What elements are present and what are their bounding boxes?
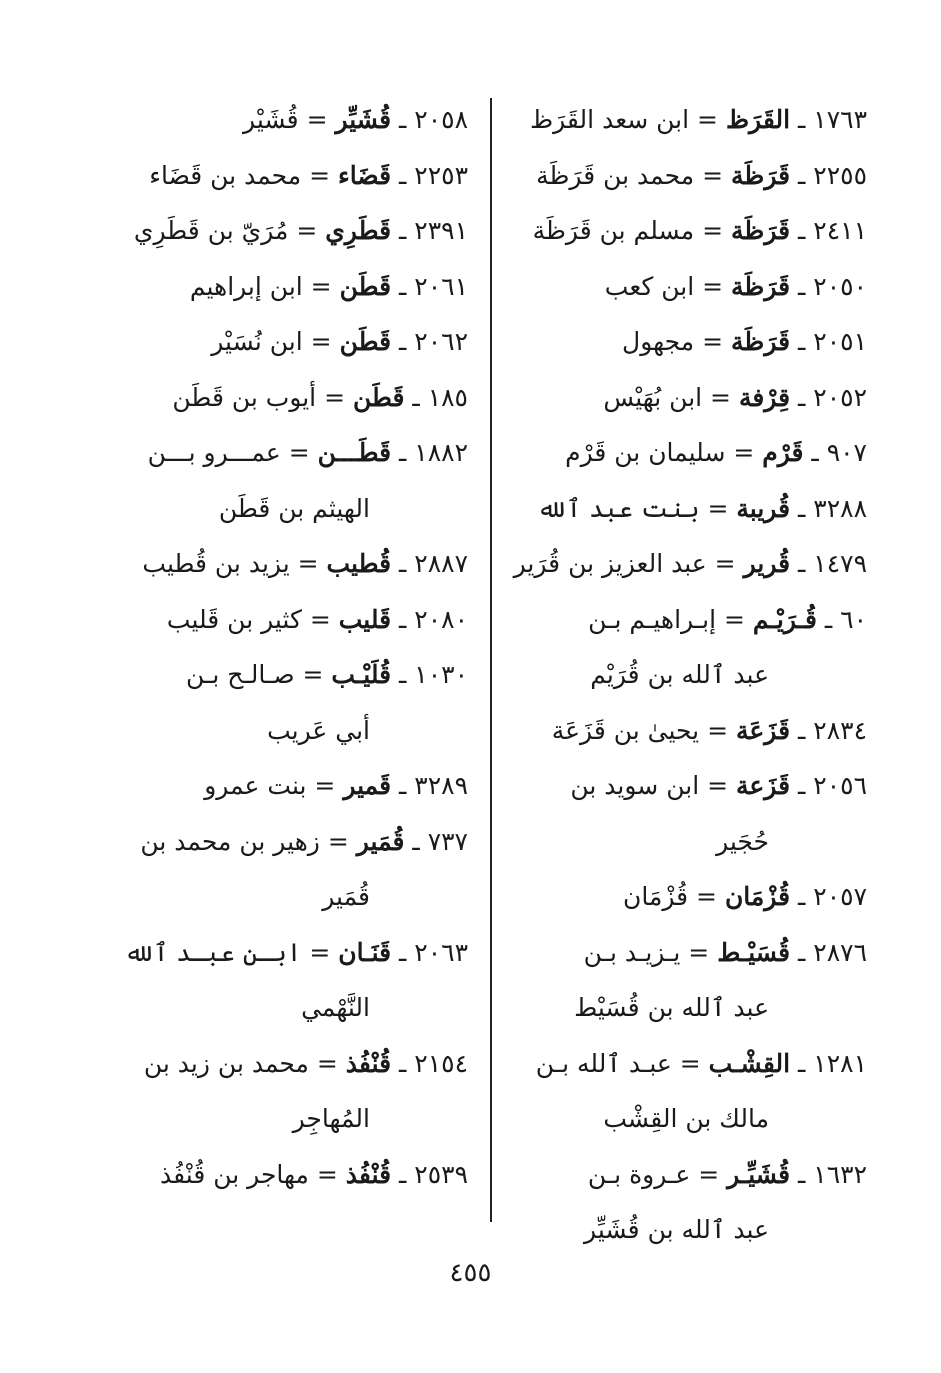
entry-description: محمد بن قَرَظَة bbox=[536, 160, 695, 190]
index-entry bbox=[112, 148, 468, 204]
entry-continuation: عبد ٱلله بن قُشَيِّر bbox=[584, 1215, 769, 1244]
index-entry bbox=[112, 814, 468, 870]
entry-name: قُشَيِّر bbox=[335, 105, 392, 134]
entry-equals: = bbox=[289, 549, 327, 578]
entry-equals: = bbox=[294, 660, 332, 689]
entry-equals: = bbox=[690, 1159, 728, 1189]
entry-equals: = bbox=[694, 327, 732, 356]
entry-continuation: عبد ٱلله بن قُسَيْط bbox=[574, 993, 769, 1022]
entry-description: كثير بن قَليب bbox=[166, 604, 302, 634]
entry-description: ابن كعب bbox=[604, 271, 695, 301]
entry-equals: = bbox=[716, 604, 753, 634]
entry-number: ١٨٥ bbox=[427, 382, 468, 412]
entry-description: مُرَيّ بن قَطَرِي bbox=[133, 216, 289, 245]
entry-description: ابـن عبـد ٱلله bbox=[124, 937, 302, 967]
entry-equals: = bbox=[301, 937, 339, 967]
entry-dash: ـ bbox=[790, 160, 814, 190]
entry-name: قُزْمَان bbox=[724, 882, 791, 911]
entry-equals: = bbox=[306, 771, 344, 800]
entry-description: عمـــرو بـــن bbox=[147, 438, 281, 467]
index-entry bbox=[112, 1036, 468, 1092]
entry-description: زهير بن محمد بن bbox=[140, 826, 320, 856]
entry-number: ١٠٣٠ bbox=[414, 660, 468, 689]
index-entry bbox=[112, 314, 468, 370]
entry-name: قُلَيْـب bbox=[331, 660, 392, 689]
entry-name: قَنَـان bbox=[338, 937, 392, 967]
entry-name: قُرير bbox=[743, 549, 791, 578]
entry-name: قُنْفُذ bbox=[345, 1159, 392, 1189]
entry-name: قَضَاء bbox=[338, 160, 392, 190]
entry-dash: ـ bbox=[790, 771, 814, 800]
entry-dash: ـ bbox=[404, 382, 428, 412]
entry-dash: ـ bbox=[790, 493, 814, 523]
entry-name: قَزَعَة bbox=[735, 715, 791, 745]
entry-equals: = bbox=[671, 1048, 709, 1078]
entry-dash: ـ bbox=[790, 382, 814, 412]
entry-dash: ـ bbox=[803, 438, 827, 467]
entry-continuation: مالك بن القِشْب bbox=[603, 1104, 769, 1133]
index-entry bbox=[515, 481, 867, 537]
index-entry bbox=[515, 869, 867, 925]
entry-number: ٢٠٥٠ bbox=[813, 271, 867, 301]
entry-number: ٦٠ bbox=[840, 604, 867, 634]
index-entry bbox=[515, 1147, 867, 1203]
entry-name: قَطَن bbox=[352, 382, 405, 412]
entry-description: عبد العزيز بن قُرَير bbox=[513, 549, 707, 578]
entry-description: بنت عبد ٱلله bbox=[537, 493, 700, 523]
entry-number: ٢١٥٤ bbox=[414, 1048, 468, 1078]
entry-name: قِرْفة bbox=[738, 382, 791, 412]
index-entry bbox=[515, 370, 867, 426]
entry-description: محمد بن قَضَاء bbox=[149, 160, 302, 190]
index-entry bbox=[112, 925, 468, 981]
entry-name: قَطَرِي bbox=[325, 216, 392, 245]
entry-equals: = bbox=[301, 160, 339, 190]
entry-number: ١٤٧٩ bbox=[813, 549, 867, 578]
entry-equals: = bbox=[706, 549, 744, 578]
entry-name: قَزَعة bbox=[735, 771, 791, 800]
entry-name: قَطَن bbox=[339, 271, 392, 301]
entry-description: محمد بن زيد بن bbox=[143, 1048, 309, 1078]
entry-dash: ـ bbox=[790, 937, 814, 967]
entry-dash: ـ bbox=[790, 327, 814, 356]
entry-name: قُشَيِّـر bbox=[727, 1159, 791, 1189]
right-column bbox=[515, 92, 867, 1258]
entry-dash: ـ bbox=[391, 771, 415, 800]
entry-number: ٢٣٩١ bbox=[414, 216, 468, 245]
entry-equals: = bbox=[699, 771, 736, 800]
entry-name: قُـرَيْـم bbox=[752, 604, 817, 634]
entry-number: ٢٢٥٣ bbox=[414, 160, 468, 190]
index-entry bbox=[515, 925, 867, 981]
entry-name: قَطَن bbox=[339, 327, 392, 356]
entry-name: قُطيب bbox=[326, 549, 392, 578]
entry-number: ٢٨٣٤ bbox=[813, 715, 867, 745]
entry-description: ابن نُسَيْر bbox=[211, 327, 303, 356]
entry-dash: ـ bbox=[391, 604, 415, 634]
entry-dash: ـ bbox=[790, 1159, 814, 1189]
entry-description: بنت عمرو bbox=[204, 771, 307, 800]
entry-description: عبـد ٱلله بـن bbox=[535, 1048, 672, 1078]
index-entry bbox=[515, 703, 867, 759]
index-entry bbox=[515, 203, 867, 259]
entry-description: مسلم بن قَرَظَة bbox=[532, 216, 695, 245]
entry-number: ١٢٨١ bbox=[813, 1048, 867, 1078]
index-entry bbox=[112, 536, 468, 592]
entry-dash: ـ bbox=[391, 1048, 415, 1078]
entry-continuation: أبي عَريب bbox=[267, 715, 370, 745]
index-entry bbox=[515, 92, 867, 148]
entry-name: قَرَظَة bbox=[731, 216, 791, 245]
entry-equals: = bbox=[308, 1159, 346, 1189]
entry-name: قَرَظَة bbox=[731, 271, 791, 301]
entry-description: أيوب بن قَطَن bbox=[172, 382, 317, 412]
entry-equals: = bbox=[298, 105, 336, 134]
entry-equals: = bbox=[316, 382, 353, 412]
index-entry bbox=[112, 203, 468, 259]
entry-number: ٢٠٦٢ bbox=[414, 327, 468, 356]
entry-equals: = bbox=[308, 1048, 346, 1078]
index-entry bbox=[112, 425, 468, 481]
entry-number: ٢٠٥١ bbox=[813, 327, 867, 356]
entry-equals: = bbox=[699, 715, 736, 745]
entry-description: قُزْمَان bbox=[622, 882, 689, 911]
entry-continuation: النَّهْمي bbox=[301, 993, 370, 1022]
page-number: ٤٥٥ bbox=[449, 1258, 492, 1288]
entry-dash: ـ bbox=[790, 271, 814, 301]
index-entry bbox=[515, 758, 867, 814]
entry-equals: = bbox=[688, 882, 725, 911]
entry-number: ٢٤١١ bbox=[813, 216, 867, 245]
entry-equals: = bbox=[319, 826, 357, 856]
entry-name: قُسَيْـط bbox=[717, 937, 791, 967]
entry-description: يحيىٰ بن قَزَعَة bbox=[551, 715, 700, 745]
entry-name: قَرَظَة bbox=[731, 160, 791, 190]
entry-number: ٢٠٦١ bbox=[414, 271, 468, 301]
entry-dash: ـ bbox=[790, 549, 814, 578]
index-entry bbox=[112, 592, 468, 648]
entry-description: ابن سعد القَرَظ bbox=[530, 105, 690, 134]
entry-continuation: عبد ٱلله بن قُرَيْم bbox=[590, 660, 769, 689]
entry-name: القَرَظ bbox=[725, 105, 791, 134]
entry-dash: ـ bbox=[391, 160, 415, 190]
entry-description: صـالـح بـن bbox=[186, 660, 295, 689]
entry-number: ٧٣٧ bbox=[427, 826, 468, 856]
entry-number: ٢٠٥٧ bbox=[813, 882, 867, 911]
entry-dash: ـ bbox=[391, 937, 415, 967]
entry-number: ٢٨٧٦ bbox=[813, 937, 867, 967]
entry-equals: = bbox=[280, 438, 318, 467]
entry-name: قَمير bbox=[343, 771, 392, 800]
entry-equals: = bbox=[694, 160, 732, 190]
entry-continuation: قُمَير bbox=[322, 882, 370, 911]
index-entry bbox=[515, 314, 867, 370]
entry-number: ٣٢٨٩ bbox=[414, 771, 468, 800]
entry-description: قُشَيْر bbox=[243, 105, 299, 134]
entry-equals: = bbox=[694, 216, 732, 245]
index-entry bbox=[112, 1147, 468, 1203]
entry-description: مجهول bbox=[622, 327, 695, 356]
index-entry bbox=[112, 92, 468, 148]
index-entry bbox=[515, 148, 867, 204]
left-column bbox=[112, 92, 468, 1202]
entry-number: ٢٢٥٥ bbox=[813, 160, 867, 190]
index-entry bbox=[515, 536, 867, 592]
entry-description: يزيد بن قُطيب bbox=[142, 549, 290, 578]
entry-name: قُريبة bbox=[736, 493, 791, 523]
entry-continuation: الهيثم بن قَطَن bbox=[218, 493, 370, 523]
entry-equals: = bbox=[694, 271, 732, 301]
entry-description: إبـراهيـم بـن bbox=[588, 604, 717, 634]
entry-dash: ـ bbox=[790, 882, 814, 911]
entry-equals: = bbox=[302, 271, 340, 301]
entry-number: ٣٢٨٨ bbox=[813, 493, 867, 523]
entry-name: القِشْـب bbox=[708, 1048, 791, 1078]
entry-description: عـروة بـن bbox=[587, 1159, 691, 1189]
entry-equals: = bbox=[288, 216, 326, 245]
entry-equals: = bbox=[702, 382, 739, 412]
entry-number: ١٧٦٣ bbox=[813, 105, 867, 134]
entry-equals: = bbox=[302, 327, 340, 356]
entry-name: قَطَـــن bbox=[317, 438, 392, 467]
entry-description: ابن بُهَيْس bbox=[603, 382, 703, 412]
index-entry bbox=[515, 1036, 867, 1092]
entry-name: قَرَظَة bbox=[731, 327, 791, 356]
entry-number: ٢٠٦٣ bbox=[414, 937, 468, 967]
entry-description: سليمان بن قَرْم bbox=[565, 438, 726, 467]
entry-dash: ـ bbox=[790, 715, 814, 745]
entry-dash: ـ bbox=[404, 826, 428, 856]
entry-dash: ـ bbox=[816, 604, 841, 634]
entry-dash: ـ bbox=[391, 327, 415, 356]
entry-number: ٢٠٥٦ bbox=[813, 771, 867, 800]
entry-dash: ـ bbox=[391, 216, 415, 245]
entry-number: ١٨٨٢ bbox=[414, 438, 468, 467]
entry-continuation: المُهاجِر bbox=[292, 1104, 370, 1133]
entry-description: ابن إبراهيم bbox=[189, 271, 303, 301]
entry-dash: ـ bbox=[391, 1159, 415, 1189]
entry-number: ٢٠٨٠ bbox=[414, 604, 468, 634]
index-entry bbox=[515, 259, 867, 315]
column-divider bbox=[490, 98, 492, 1222]
index-entry bbox=[515, 425, 867, 481]
entry-dash: ـ bbox=[790, 105, 814, 134]
index-entry bbox=[112, 259, 468, 315]
entry-dash: ـ bbox=[391, 105, 415, 134]
entry-equals: = bbox=[689, 105, 726, 134]
entry-number: ٩٠٧ bbox=[826, 438, 867, 467]
entry-number: ٢٠٥٢ bbox=[813, 382, 867, 412]
entry-name: قُمَير bbox=[356, 826, 405, 856]
entry-dash: ـ bbox=[391, 438, 415, 467]
index-entry bbox=[112, 758, 468, 814]
entry-dash: ـ bbox=[391, 549, 415, 578]
entry-dash: ـ bbox=[790, 216, 814, 245]
entry-description: يـزيـد بـن bbox=[583, 937, 681, 967]
entry-name: قَليب bbox=[338, 604, 392, 634]
entry-equals: = bbox=[680, 937, 718, 967]
entry-dash: ـ bbox=[790, 1048, 814, 1078]
entry-number: ٢٠٥٨ bbox=[414, 105, 468, 134]
entry-equals: = bbox=[725, 438, 763, 467]
entry-continuation: حُجَير bbox=[716, 826, 769, 856]
entry-dash: ـ bbox=[391, 271, 415, 301]
entry-description: مهاجر بن قُنْفُذ bbox=[160, 1159, 309, 1189]
index-entry bbox=[112, 370, 468, 426]
index-entry bbox=[112, 647, 468, 703]
entry-number: ٢٨٨٧ bbox=[414, 549, 468, 578]
index-entry bbox=[515, 592, 867, 648]
entry-number: ١٦٣٢ bbox=[813, 1159, 867, 1189]
entry-description: ابن سويد بن bbox=[570, 771, 700, 800]
entry-equals: = bbox=[699, 493, 737, 523]
entry-name: قُنْفُذ bbox=[345, 1048, 392, 1078]
entry-name: قَرْم bbox=[762, 438, 804, 467]
entry-dash: ـ bbox=[391, 660, 415, 689]
entry-equals: = bbox=[301, 604, 339, 634]
entry-number: ٢٥٣٩ bbox=[414, 1159, 468, 1189]
